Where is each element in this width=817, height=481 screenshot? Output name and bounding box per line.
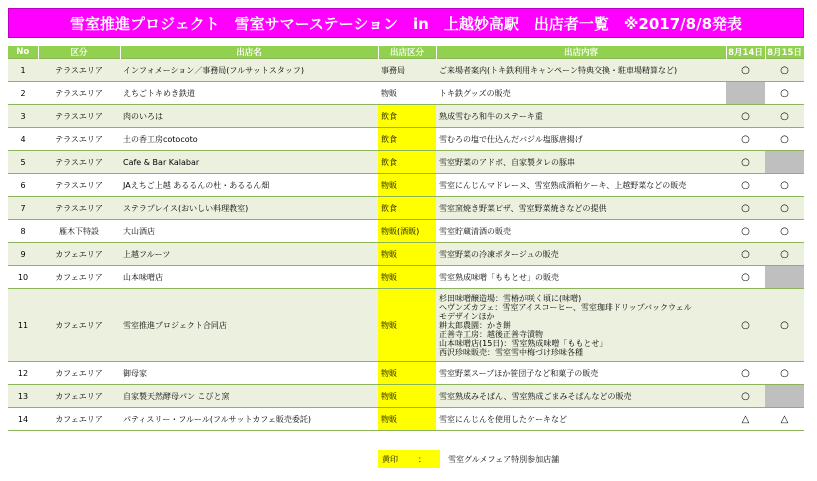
detail-line: 雪室野菜のアドボ、自家製タレの豚串 [439,157,575,167]
row-aug14-mark: △ [726,408,765,431]
row-number: 12 [8,362,38,385]
row-category: 物販 [378,82,436,105]
detail-line: 雪室熟成味噌「ももとせ」の販売 [439,272,559,282]
row-number: 6 [8,174,38,197]
row-area: テラスエリア [38,59,120,82]
detail-line: ヘヴンズカフェ：雪室アイスコーヒー、雪室珈琲ドリップバックウェル [439,302,692,312]
row-number: 8 [8,220,38,243]
table-row [8,174,804,197]
row-category: 飲食 [378,197,436,220]
row-number: 4 [8,128,38,151]
row-area: テラスエリア [38,174,120,197]
detail-line: 雪室にんじんマドレーヌ、雪室熟成酒粕ケーキ、上越野菜などの販売 [439,180,687,190]
row-shop-name: インフォメーション／事務局(フルサットスタッフ) [120,59,378,82]
row-aug15-mark: ○ [765,197,804,220]
detail-line: 耕太郎農園：かき餅 [439,320,511,330]
row-aug15-mark [765,385,804,408]
detail-line: 山本味噌店(15日)：雪室熟成味噌「ももとせ」 [439,338,608,348]
header-area: 区分 [38,46,120,59]
row-shop-name: Cafe & Bar Kalabar [120,151,378,174]
row-aug15-mark: ○ [765,289,804,362]
header-category: 出店区分 [378,46,436,59]
row-details [436,128,726,151]
row-aug15-mark: △ [765,408,804,431]
row-aug15-mark: ○ [765,128,804,151]
table-row [8,197,804,220]
row-category: 飲食 [378,105,436,128]
row-category: 物販 [378,266,436,289]
row-number: 14 [8,408,38,431]
row-shop-name: 土の香工房cotocoto [120,128,378,151]
row-aug15-mark: ○ [765,59,804,82]
row-aug14-mark: ○ [726,197,765,220]
table-row [8,59,804,82]
row-area: テラスエリア [38,105,120,128]
row-aug14-mark: ○ [726,151,765,174]
table-row [8,289,804,362]
row-aug14-mark: ○ [726,105,765,128]
row-aug14-mark: ○ [726,243,765,266]
header-aug14: 8月14日 [726,46,765,59]
row-details [436,105,726,128]
row-number: 5 [8,151,38,174]
vendor-table [8,46,805,431]
detail-line: 西沢珍味販売：雪室雪中梅づけ珍味各種 [439,347,583,357]
detail-line: 杉田味噌醸造場：雪椿が咲く頃に(味噌) [439,293,582,303]
legend [378,450,559,468]
table-row [8,362,804,385]
table-row [8,82,804,105]
legend-separator: ： [418,454,426,464]
row-category: 物販 [378,385,436,408]
row-area: カフェエリア [38,289,120,362]
table-row [8,408,804,431]
row-area: テラスエリア [38,128,120,151]
row-shop-name: えちごトキめき鉄道 [120,82,378,105]
row-details [436,220,726,243]
row-shop-name: 雪室推進プロジェクト合同店 [120,289,378,362]
row-details [436,243,726,266]
detail-line: 雪むろの塩で仕込んだバジル塩豚唐揚げ [439,134,583,144]
row-category: 物販 [378,362,436,385]
detail-line: 雪室窯焼き野菜ピザ、雪室野菜焼きなどの提供 [439,203,607,213]
row-area: テラスエリア [38,197,120,220]
detail-line: 正善寺工房：越後正善寺漬物 [439,329,543,339]
row-aug14-mark: ○ [726,59,765,82]
page-title: 雪室推進プロジェクト 雪室サマーステーション in 上越妙高駅 出店者一覧 ※2017/8/8発表 [8,8,804,38]
row-details [436,59,726,82]
row-area: カフェエリア [38,362,120,385]
table-row [8,243,804,266]
row-aug14-mark: ○ [726,220,765,243]
detail-line: 雪室野菜の冷凍ポタージュの販売 [439,249,559,259]
row-aug14-mark: ○ [726,266,765,289]
table-row [8,266,804,289]
row-number: 11 [8,289,38,362]
row-category: 物販 [378,243,436,266]
row-details [436,289,726,362]
row-details [436,197,726,220]
table-row [8,105,804,128]
row-details [436,82,726,105]
row-category: 物販 [378,174,436,197]
table-row [8,220,804,243]
row-shop-name: 肉のいろは [120,105,378,128]
table-header-row [8,46,804,59]
row-aug14-mark: ○ [726,128,765,151]
row-category: 物販 [378,408,436,431]
row-area: カフェエリア [38,243,120,266]
row-aug14-mark: ○ [726,289,765,362]
row-category: 飲食 [378,128,436,151]
row-aug14-mark [726,82,765,105]
row-aug15-mark: ○ [765,82,804,105]
table-row [8,151,804,174]
row-category: 事務局 [378,59,436,82]
row-area: 雁木下特設 [38,220,120,243]
row-aug14-mark: ○ [726,385,765,408]
row-shop-name: JAえちご上越 あるるんの杜・あるるん畑 [120,174,378,197]
row-details [436,408,726,431]
header-shop-name: 出店名 [120,46,378,59]
row-number: 2 [8,82,38,105]
row-shop-name: 自家製天然酵母パン こびと窯 [120,385,378,408]
row-details [436,151,726,174]
row-area: テラスエリア [38,151,120,174]
row-area: テラスエリア [38,82,120,105]
detail-line: モデザインほか [439,311,495,321]
row-number: 9 [8,243,38,266]
row-number: 3 [8,105,38,128]
row-shop-name: 大山酒店 [120,220,378,243]
legend-description: 雪室グルメフェア特別参加店舗 [448,454,560,464]
row-aug15-mark: ○ [765,105,804,128]
row-shop-name: 山本味噌店 [120,266,378,289]
detail-line: 雪室熟成みそぱん、雪室熟成ごまみそぱんなどの販売 [439,391,632,401]
row-category: 飲食 [378,151,436,174]
table-row [8,128,804,151]
row-details [436,385,726,408]
row-shop-name: パティスリー・フルール(フルサットカフェ販売委託) [120,408,378,431]
detail-line: 熟成雪むろ和牛のステーキ重 [439,111,543,121]
row-number: 10 [8,266,38,289]
header-no: No [8,46,38,59]
row-aug15-mark [765,266,804,289]
row-aug15-mark: ○ [765,174,804,197]
row-shop-name: 上越フルーツ [120,243,378,266]
row-shop-name: ステラプレイス(おいしい料理教室) [120,197,378,220]
row-area: カフェエリア [38,385,120,408]
row-shop-name: 御母家 [120,362,378,385]
row-number: 13 [8,385,38,408]
row-aug14-mark: ○ [726,174,765,197]
row-details [436,362,726,385]
row-number: 1 [8,59,38,82]
row-aug15-mark: ○ [765,243,804,266]
table-row [8,385,804,408]
row-category: 物販(酒販) [378,220,436,243]
detail-line: 雪室貯蔵清酒の販売 [439,226,511,236]
row-area: カフェエリア [38,408,120,431]
legend-swatch-label: 黄印 [382,454,398,464]
legend-swatch [378,450,440,468]
row-details [436,174,726,197]
detail-line: 雪室野菜スープほか笹団子など和菓子の販売 [439,368,599,378]
row-aug15-mark [765,151,804,174]
row-category: 物販 [378,289,436,362]
row-details [436,266,726,289]
row-number: 7 [8,197,38,220]
row-area: カフェエリア [38,266,120,289]
header-details: 出店内容 [436,46,726,59]
row-aug15-mark: ○ [765,362,804,385]
header-aug15: 8月15日 [765,46,804,59]
row-aug15-mark: ○ [765,220,804,243]
row-aug14-mark: ○ [726,362,765,385]
detail-line: 雪室にんじんを使用したケーキなど [439,414,567,424]
detail-line: ご来場者案内(トキ鉄利用キャンペーン特典交換・駐車場精算など) [439,65,678,75]
detail-line: トキ鉄グッズの販売 [439,88,511,98]
